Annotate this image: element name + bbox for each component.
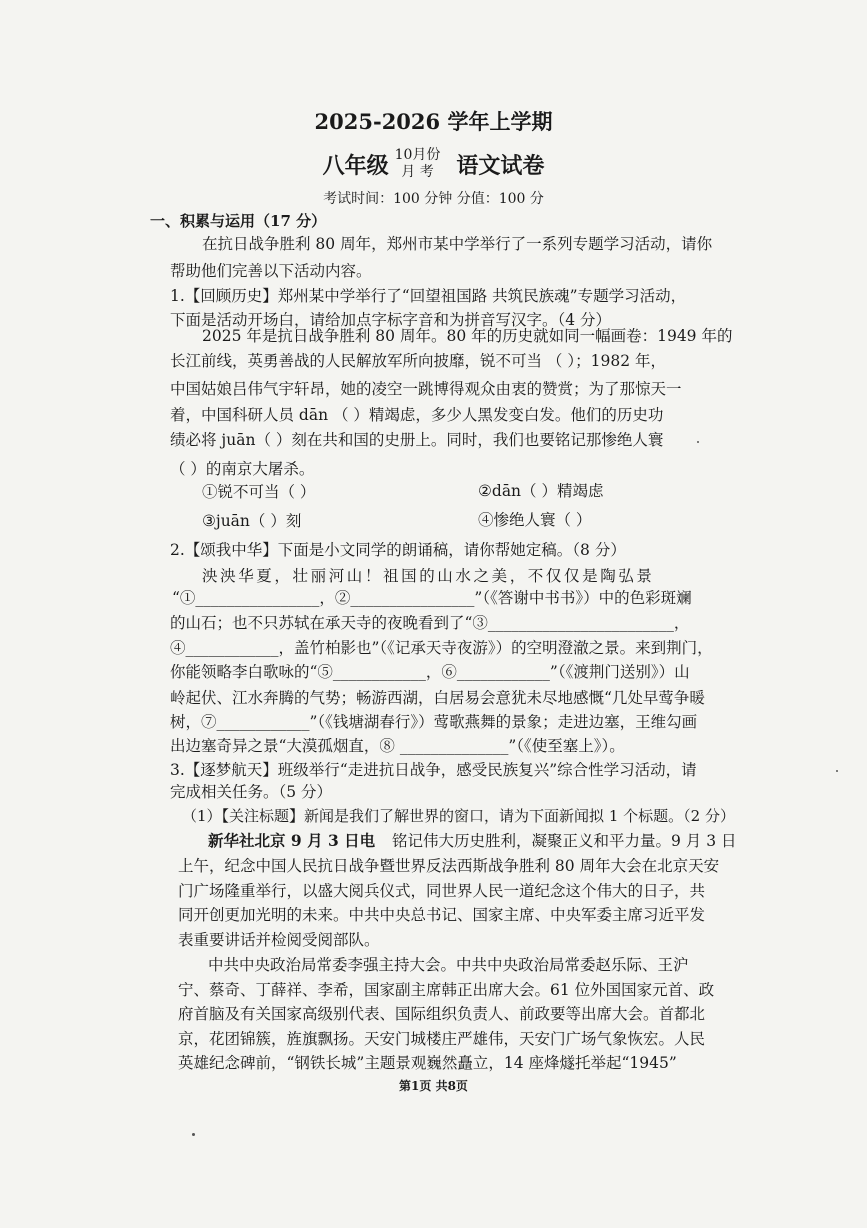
exam-subtitle xyxy=(0,142,867,186)
news-lead: 新华社北京 9 月 3 日电 xyxy=(208,831,376,850)
grade-label: 八年级 xyxy=(322,152,389,179)
q1-passage: 中国姑娘吕伟气宇轩昂，她的凌空一跳博得观众由衷的赞赏；为了那惊天一 xyxy=(170,380,682,398)
news-line: 上午，纪念中国人民抗日战争暨世界反法西斯战争胜利 80 周年大会在北京天安 xyxy=(178,857,720,875)
q2-passage[interactable]: 出边塞奇异之景“大漠孤烟直，⑧ ______________”（《使至塞上》）。 xyxy=(170,737,625,755)
section-heading: 一、积累与运用（17 分） xyxy=(150,212,327,230)
q1-stem: 下面是活动开场白，请给加点字标字音和为拼音写汉字。（4 分） xyxy=(170,311,612,329)
q2-passage[interactable]: “①________________，②________________”（《答谢中书书》）中的色彩斑斓 xyxy=(172,589,692,607)
q2-passage: 泱泱华夏，壮丽河山！祖国的山水之美，不仅仅是陶弘景 xyxy=(202,567,655,585)
q1-stem: 1.【回顾历史】郑州某中学举行了“回望祖国路 共筑民族魂”专题学习活动， xyxy=(170,287,687,305)
q1-option[interactable]: ④惨绝人寰（ ） xyxy=(478,511,592,529)
month-bottom: 月 考 xyxy=(401,164,434,180)
news-line: 中共中央政治局常委李强主持大会。中共中央政治局常委赵乐际、王沪 xyxy=(208,956,689,974)
q1-passage: 绩必将 juān（ ）刻在共和国的史册上。同时，我们也要铭记那惨绝人寰 xyxy=(170,431,664,449)
scan-speck xyxy=(836,770,838,772)
q2-passage[interactable]: 你能领略李白歌咏的“⑤____________，⑥____________”（《渡荆门送别》）山 xyxy=(170,663,690,681)
news-line: 京，花团锦簇，旌旗飘扬。天安门城楼庄严雄伟，天安门广场气象恢宏。人民 xyxy=(178,1030,706,1048)
q1-option[interactable]: ②dān（ ）精竭虑 xyxy=(478,482,604,500)
news-line: 门广场隆重举行，以盛大阅兵仪式，同世界人民一道纪念这个伟大的日子，共 xyxy=(178,882,706,900)
intro-line: 帮助他们完善以下活动内容。 xyxy=(170,262,372,280)
q2-stem: 2.【颂我中华】下面是小文同学的朗诵稿，请你帮她定稿。（8 分） xyxy=(170,541,626,559)
news-line: 表重要讲话并检阅受阅部队。 xyxy=(178,931,380,949)
q1-passage: 着，中国科研人员 dān （ ）精竭虑，多少人黑发变白发。他们的历史功 xyxy=(170,406,664,424)
news-line: 宁、蔡奇、丁薛祥、李希，国家副主席韩正出席大会。61 位外国国家元首、政 xyxy=(178,981,715,999)
q1-option[interactable]: ③juān（ ）刻 xyxy=(202,512,302,530)
month-top: 10月份 xyxy=(394,147,441,163)
page-number: 第1页 共8页 xyxy=(399,1079,468,1093)
q3-stem: 3.【逐梦航天】班级举行“走进抗日战争，感受民族复兴”综合性学习活动，请 xyxy=(170,761,697,779)
news-line: 同开创更加光明的未来。中共中央总书记、国家主席、中央军委主席习近平发 xyxy=(178,906,706,924)
news-line: 铭记伟大历史胜利，凝聚正义和平力量。9 月 3 日 xyxy=(392,832,737,850)
scan-speck xyxy=(192,1133,195,1136)
news-line: 府首脑及有关国家高级别代表、国际组织负责人、前政要等出席大会。首都北 xyxy=(178,1005,706,1023)
q1-passage: 2025 年是抗日战争胜利 80 周年。80 年的历史就如同一幅画卷：1949 年的 xyxy=(202,327,733,345)
q3-subquestion: （1）【关注标题】新闻是我们了解世界的窗口，请为下面新闻拟 1 个标题。（2 分） xyxy=(182,807,735,825)
q1-passage: 长江前线，英勇善战的人民解放军所向披靡，锐不可当 （ ）；1982 年， xyxy=(170,352,666,370)
exam-info: 考试时间：100 分钟 分值：100 分 xyxy=(323,191,544,207)
scan-speck xyxy=(697,441,699,443)
q2-passage: 岭起伏、江水奔腾的气势；畅游西湖，白居易会意犹未尽地感慨“几处早莺争暖 xyxy=(170,689,705,707)
intro-line: 在抗日战争胜利 80 周年，郑州市某中学举行了一系列专题学习活动，请你 xyxy=(202,235,713,253)
news-line: 英雄纪念碑前，“钢铁长城”主题景观巍然矗立，14 座烽燧托举起“1945” xyxy=(178,1054,677,1072)
subject-label: 语文试卷 xyxy=(456,152,545,179)
month-label xyxy=(395,147,441,181)
exam-title: 2025-2026 学年上学期 xyxy=(314,109,553,134)
q2-passage[interactable]: 树，⑦____________”（《钱塘湖春行》）莺歌燕舞的景象；走进边塞，王维勾画 xyxy=(170,713,698,731)
q3-stem: 完成相关任务。（5 分） xyxy=(170,783,333,801)
q2-passage[interactable]: 的山石；也不只苏轼在承天寺的夜晚看到了“③________________________， xyxy=(170,614,690,632)
q2-passage[interactable]: ④____________，盖竹柏影也”（《记承天寺夜游》）的空明澄澈之景。来到荆门， xyxy=(170,639,713,657)
q1-passage: （ ）的南京大屠杀。 xyxy=(170,460,315,478)
q1-option[interactable]: ①锐不可当（ ） xyxy=(202,483,316,501)
